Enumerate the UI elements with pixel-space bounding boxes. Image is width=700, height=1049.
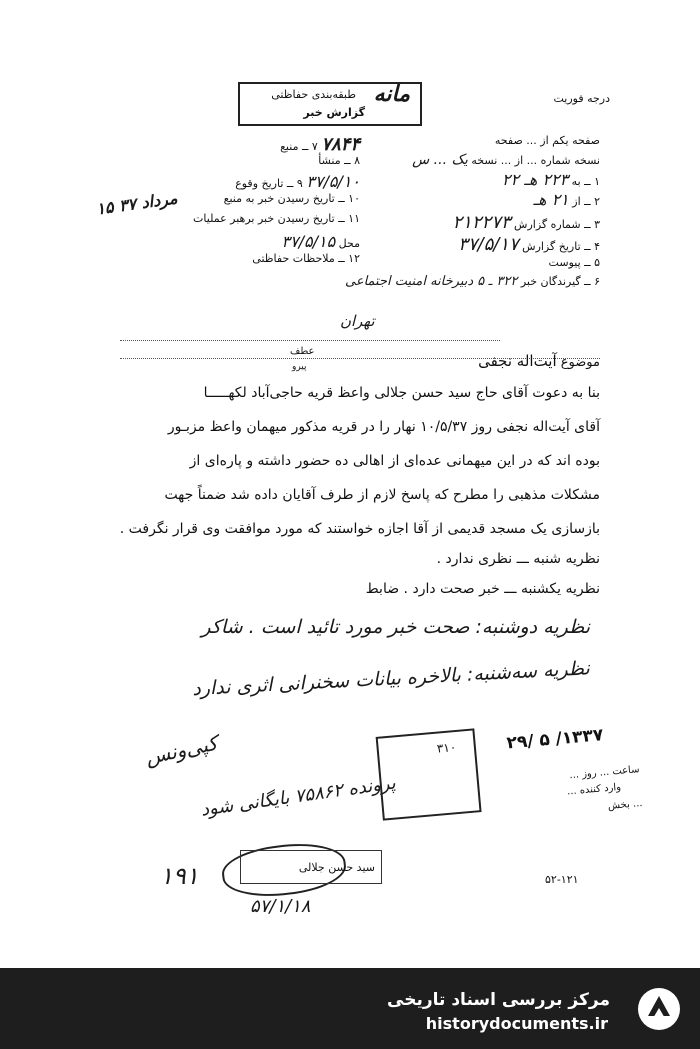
footer-url: historydocuments.ir <box>425 1014 608 1033</box>
body-line: آقای آیت‌اله نجفی روز ۱۰/۵/۳۷ نهار را در قریه مذکور میهمان واعظ مزبـور <box>167 419 600 435</box>
opinion-sunday: نظریه یکشنبه ـــ خبر صحت دارد . ضابط <box>365 581 600 597</box>
field-report-date: ۴ ــ تاریخ گزارش ۳۷/۵/۱۷ <box>458 234 600 255</box>
subject <box>380 352 600 370</box>
handwritten-monday-note: نظریه دوشنبه: صحت خبر مورد تائید است . شاکر <box>201 616 590 638</box>
body-line: بوده اند که در این میهمانی عده‌ای از اهالی ده حضور داشته و پاره‌ای از <box>189 453 600 469</box>
field-receipt-date: ۱۰ ــ تاریخ رسیدن خبر به منبع <box>223 192 360 205</box>
stamp-date: ۲۹/ ۵ /۱۳۳۷ <box>505 725 605 754</box>
footer-bar <box>0 968 700 1049</box>
classification-value: مانه <box>373 82 410 107</box>
side-label-atf: عطف <box>290 346 315 357</box>
field-to: ۱ ــ به ۲۲۳ هـ ۲۲ <box>501 170 600 189</box>
handwritten-file-note: پرونده ۷۵۸۶۲ بایگانی شود <box>199 772 397 821</box>
classification-box <box>238 82 422 126</box>
stamp-field: ساعت ... روز ... <box>568 764 640 782</box>
subject-label: موضوع <box>560 355 600 370</box>
field-report-number: ۳ ــ شماره گزارش ۲۱۲۲۷۳ <box>452 212 600 233</box>
divider <box>120 340 500 341</box>
field-source: ۷۸۴۴ ۷ ــ منبع <box>280 134 360 155</box>
handwritten-receipt-date: ۱۵ مرداد ۳۷ <box>95 188 179 219</box>
field-occurrence-date: ۳۷/۵/۱۰ ۹ ــ تاریخ وقوع <box>235 172 360 191</box>
report-body <box>110 385 600 611</box>
stamp-inner-box <box>376 728 482 820</box>
field-from: ۲ ــ از ۲۱ هـ <box>533 190 600 209</box>
handwritten-tuesday-note: نظریه سه‌شنبه: بالاخره بیانات سخنرانی اثری ندارد <box>191 657 591 701</box>
stamp-field: ... بخش <box>607 797 643 812</box>
body-line: بازسازی یک مسجد قدیمی از آقا اجازه خواستند که مورد موافقت وی قرار نگرفت . <box>119 521 600 537</box>
signature-stamp <box>240 850 382 884</box>
handwritten-city: تهران <box>340 312 375 330</box>
field-attachment: ۵ ــ پیوست <box>548 256 600 269</box>
body-line: بنا به دعوت آقای حاج سید حسن جلالی واعظ قریه حاجی‌آباد لکهـــــا <box>203 385 600 401</box>
bottom-left-number: ۱۹۱ <box>160 862 199 890</box>
field-security-notes: ۱۲ ــ ملاحظات حفاظتی <box>252 252 360 265</box>
logo-icon <box>636 986 682 1032</box>
field-recipients: ۶ ــ گیرندگان خبر ۳۲۲ ـ ۵ دبیرخانه امنیت اجتماعی <box>344 274 600 289</box>
footer-org-name: مرکز بررسی اسناد تاریخی <box>387 990 610 1010</box>
priority-label: درجه فوریت <box>553 92 610 105</box>
side-label-peyro: پیرو <box>292 362 307 372</box>
subject-value: آیت‌اله نجفی <box>478 352 557 370</box>
stamp-number: ۳۱۰ <box>436 740 457 756</box>
report-title: گزارش خبر <box>303 106 365 119</box>
field-origin: ۸ ــ منشأ <box>318 154 360 167</box>
field-copy: نسخه شماره ... از ... نسخه یک ... س <box>412 152 600 168</box>
stamp-field: وارد کننده ... <box>566 781 622 798</box>
document-code: ۵۲-۱۲۱ <box>545 873 579 886</box>
field-leader-date: ۱۱ ــ تاریخ رسیدن خبر برهبر عملیات <box>193 212 360 225</box>
signature-text: سید حسن جلالی <box>298 861 375 874</box>
classification-label: طبقه‌بندی حفاظتی <box>271 88 356 101</box>
field-location: محل ۳۷/۵/۱۵ <box>281 232 360 251</box>
handwritten-initials: کپی‌ونس <box>143 730 220 770</box>
body-line: مشکلات مذهبی را مطرح که پاسخ لازم از طرف آقایان داده شد ضمناً جهت <box>164 487 600 503</box>
field-page: صفحه یکم از ... صفحه <box>494 134 600 147</box>
bottom-date: ۵۷/۱/۱۸ <box>250 896 311 917</box>
opinion-saturday: نظریه شنبه ـــ نظری ندارد . <box>436 551 600 567</box>
received-stamp <box>376 713 655 848</box>
